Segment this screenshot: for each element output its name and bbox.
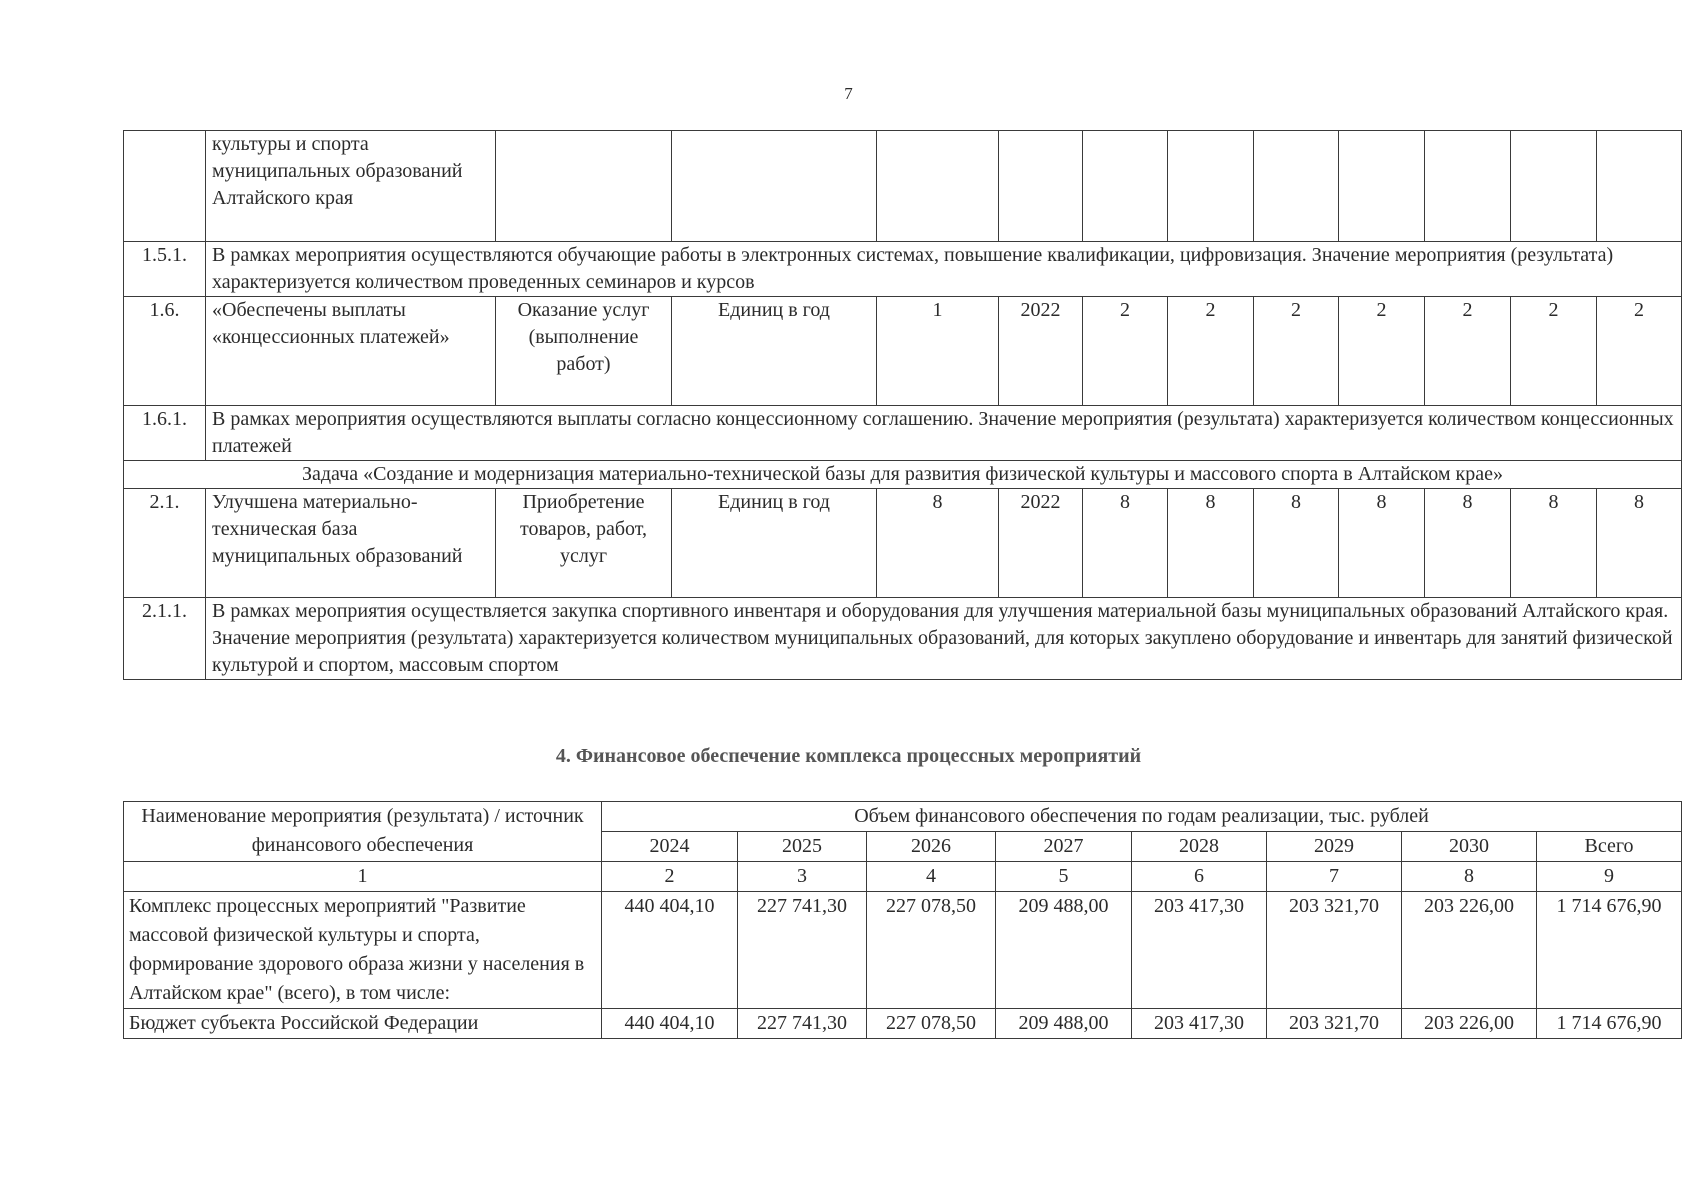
amount-cell: 203 226,00	[1402, 1009, 1537, 1039]
description-cell: В рамках мероприятия осуществляются выплаты согласно концессионному соглашению. Значение мероприятия (результата) характеризуется количеством концессионных платежей	[206, 406, 1682, 461]
program-name-cell: Комплекс процессных мероприятий "Развитие массовой физической культуры и спорта, формирование здорового образа жизни у населения в Алтайском крае" (всего), в том числе:	[124, 892, 602, 1009]
amount-cell: 203 226,00	[1402, 892, 1537, 1009]
year-header: 2026	[867, 832, 996, 862]
column-number: 2	[602, 862, 738, 892]
table-row	[124, 461, 1682, 489]
indicator-kind-cell: Оказание услуг (выполнение работ)	[496, 297, 672, 406]
column-group-header: Объем финансового обеспечения по годам реализации, тыс. рублей	[602, 802, 1682, 832]
year-value-cell: 8	[1511, 489, 1597, 598]
year-header: 2030	[1402, 832, 1537, 862]
year-value-cell: 2	[1254, 297, 1339, 406]
unit-cell: Единиц в год	[672, 489, 877, 598]
amount-cell: 203 417,30	[1132, 892, 1267, 1009]
year-value-cell: 8	[1168, 489, 1254, 598]
task-heading-cell: Задача «Создание и модернизация материально-технической базы для развития физической культуры и массового спорта в Алтайском крае»	[124, 461, 1682, 489]
table-row	[124, 1009, 1682, 1039]
row-number: 1.5.1.	[124, 242, 206, 297]
column-number: 9	[1537, 862, 1682, 892]
page-number: 7	[844, 84, 853, 103]
year-header: 2025	[738, 832, 867, 862]
column-number: 3	[738, 862, 867, 892]
total-header: Всего	[1537, 832, 1682, 862]
indicator-name-cell: Улучшена материально-техническая база муниципальных образований	[206, 489, 496, 598]
column-number: 1	[124, 862, 602, 892]
unit-cell: Единиц в год	[672, 297, 877, 406]
year-header: 2028	[1132, 832, 1267, 862]
column-number: 4	[867, 862, 996, 892]
table-row	[124, 131, 1682, 242]
year-value-cell: 2	[1511, 297, 1597, 406]
finance-table	[123, 801, 1682, 1039]
base-year-cell: 2022	[999, 297, 1083, 406]
amount-cell: 227 741,30	[738, 1009, 867, 1039]
indicator-name-cell: культуры и спорта муниципальных образований Алтайского края	[206, 131, 496, 242]
year-value-cell: 8	[1254, 489, 1339, 598]
total-amount-cell: 1 714 676,90	[1537, 1009, 1682, 1039]
column-number: 6	[1132, 862, 1267, 892]
table-header-row	[124, 802, 1682, 832]
amount-cell: 203 321,70	[1267, 1009, 1402, 1039]
description-cell: В рамках мероприятия осуществляется закупка спортивного инвентаря и оборудования для улучшения материальной базы муниципальных образований Алтайского края. Значение мероприятия (результата) характеризуется количеством муниципальных образований, для которых закуплено оборудование и инвентарь для занятий физической культурой и спортом, массовым спортом	[206, 598, 1682, 680]
row-number: 1.6.	[124, 297, 206, 406]
column-header-name: Наименование мероприятия (результата) / источник финансового обеспечения	[124, 802, 602, 862]
year-header: 2029	[1267, 832, 1402, 862]
year-value-cell: 8	[1597, 489, 1682, 598]
year-value-cell: 2	[1339, 297, 1425, 406]
year-value-cell: 8	[1339, 489, 1425, 598]
year-value-cell: 2	[1083, 297, 1168, 406]
amount-cell: 227 078,50	[867, 1009, 996, 1039]
table-row	[124, 406, 1682, 461]
year-value-cell: 2	[1425, 297, 1511, 406]
description-cell: В рамках мероприятия осуществляются обучающие работы в электронных системах, повышение квалификации, цифровизация. Значение мероприятия (результата) характеризуется количеством проведенных семинаров и курсов	[206, 242, 1682, 297]
year-value-cell: 2	[1168, 297, 1254, 406]
base-year-cell: 2022	[999, 489, 1083, 598]
table-row	[124, 892, 1682, 1009]
table-row	[124, 297, 1682, 406]
base-value-cell: 1	[877, 297, 999, 406]
table-row	[124, 598, 1682, 680]
funding-source-cell: Бюджет субъекта Российской Федерации	[124, 1009, 602, 1039]
column-number: 8	[1402, 862, 1537, 892]
year-value-cell: 8	[1083, 489, 1168, 598]
table-row	[124, 242, 1682, 297]
amount-cell: 203 417,30	[1132, 1009, 1267, 1039]
row-number: 2.1.1.	[124, 598, 206, 680]
amount-cell: 440 404,10	[602, 1009, 738, 1039]
amount-cell: 227 078,50	[867, 892, 996, 1009]
amount-cell: 440 404,10	[602, 892, 738, 1009]
row-number: 1.6.1.	[124, 406, 206, 461]
indicator-name-cell: «Обеспечены выплаты «концессионных платежей»	[206, 297, 496, 406]
total-amount-cell: 1 714 676,90	[1537, 892, 1682, 1009]
row-number: 2.1.	[124, 489, 206, 598]
amount-cell: 203 321,70	[1267, 892, 1402, 1009]
column-number-row	[124, 862, 1682, 892]
table-row	[124, 489, 1682, 598]
indicators-table	[123, 130, 1682, 680]
column-number: 7	[1267, 862, 1402, 892]
section-title: 4. Финансовое обеспечение комплекса процессных мероприятий	[555, 745, 1142, 767]
amount-cell: 227 741,30	[738, 892, 867, 1009]
amount-cell: 209 488,00	[996, 892, 1132, 1009]
year-value-cell: 2	[1597, 297, 1682, 406]
base-value-cell: 8	[877, 489, 999, 598]
indicator-kind-cell: Приобретение товаров, работ, услуг	[496, 489, 672, 598]
year-value-cell: 8	[1425, 489, 1511, 598]
column-number: 5	[996, 862, 1132, 892]
year-header: 2024	[602, 832, 738, 862]
amount-cell: 209 488,00	[996, 1009, 1132, 1039]
year-header: 2027	[996, 832, 1132, 862]
